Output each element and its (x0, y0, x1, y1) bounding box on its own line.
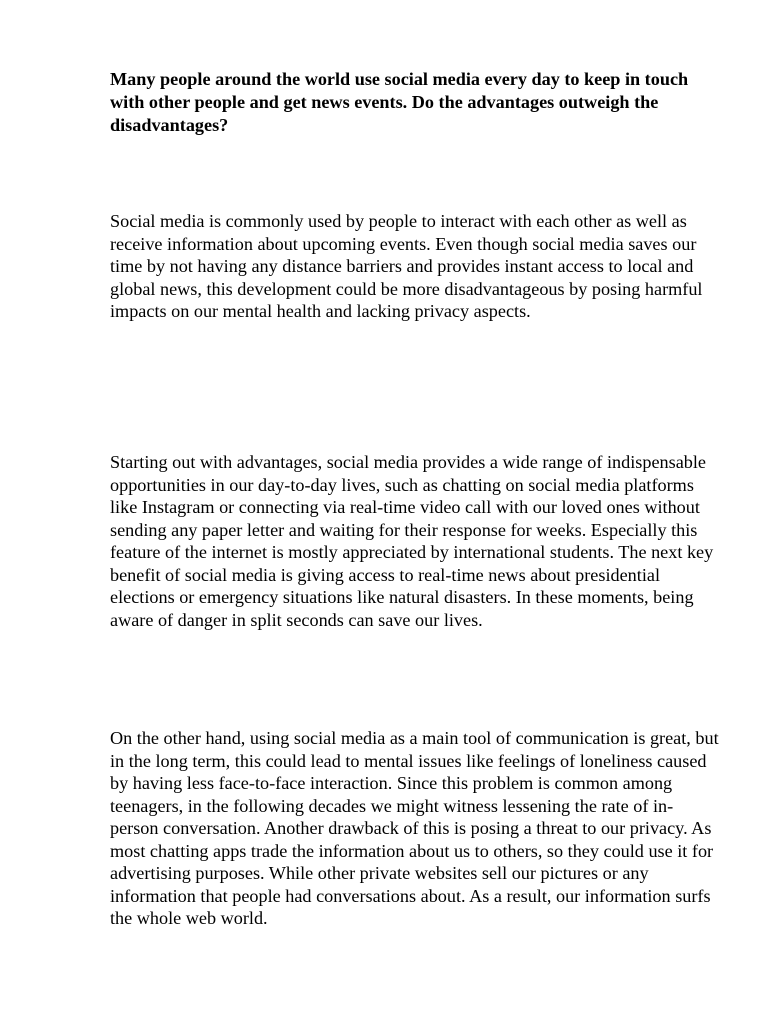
paragraph-advantages: Starting out with advantages, social media provides a wide range of indispensable opportunities in our day-to-day lives, such as chatting on social media platforms like Instagram or connecting via real-time video call with our loved ones without sending any paper letter and waiting for their response for weeks. Especially this feature of the internet is mostly appreciated by international students. The next key benefit of social media is giving access to real-time news about presidential elections or emergency situations like natural disasters. In these moments, being aware of danger in split seconds can save our lives. (110, 452, 714, 630)
paragraph-disadvantages: On the other hand, using social media as a main tool of communication is great, but in the long term, this could lead to mental issues like feelings of loneliness caused by having less face-to-face interaction. Since this problem is common among teenagers, in the following decades we might witness lessening the rate of in-person conversation. Another drawback of this is posing a threat to our privacy. As most chatting apps trade the information about us to others, so they could use it for advertising purposes. While other private websites sell our pictures or any information that people had conversations about. As a result, our information surfs the whole web world. (110, 728, 719, 928)
essay-prompt: Many people around the world use social media every day to keep in touch with other people and get news events. Do the advantages outweigh the disadvantages? (110, 69, 689, 135)
paragraph-introduction: Social media is commonly used by people to interact with each other as well as receive information about upcoming events. Even though social media saves our time by not having any distance barriers and provides instant access to local and global news, this development could be more disadvantageous by posing harmful impacts on our mental health and lacking privacy aspects. (110, 211, 703, 321)
